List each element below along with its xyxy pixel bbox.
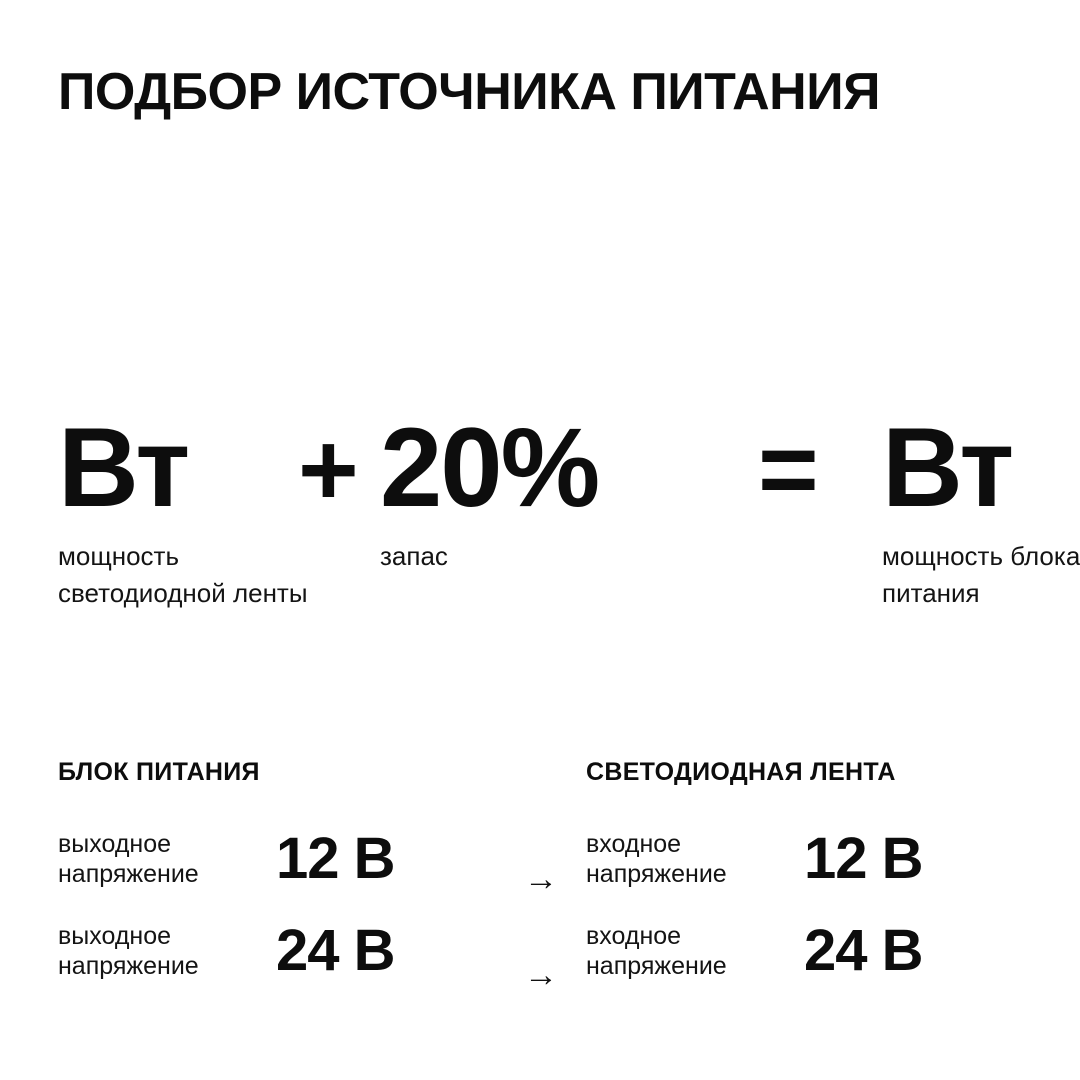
led-strip-heading: СВЕТОДИОДНАЯ ЛЕНТА — [586, 758, 896, 786]
power-supply-column — [58, 758, 528, 997]
formula-term-reserve: 20% — [380, 405, 599, 530]
power-supply-label-2: выходное напряжение — [58, 921, 199, 980]
formula-term-psu-power: Вт — [882, 405, 1013, 530]
formula-caption-psu-power: мощность блока питания — [882, 541, 1080, 608]
led-strip-label-1: входное напряжение — [586, 829, 727, 888]
table-row — [586, 905, 1056, 997]
formula-operator-equals: = — [758, 412, 819, 528]
led-strip-value-2: 24 В — [804, 918, 923, 983]
power-supply-heading: БЛОК ПИТАНИЯ — [58, 758, 260, 786]
formula-caption-reserve: запас — [380, 541, 448, 571]
formula-caption-led-power: мощность светодиодной ленты — [58, 541, 308, 608]
led-strip-column — [586, 758, 1056, 997]
power-supply-label-1: выходное напряжение — [58, 829, 199, 888]
page-title: ПОДБОР ИСТОЧНИКА ПИТАНИЯ — [58, 63, 880, 121]
arrow-right-icon: → — [524, 956, 558, 994]
table-row — [58, 905, 528, 997]
formula-term-led-power: Вт — [58, 405, 189, 530]
led-strip-label-2: входное напряжение — [586, 921, 727, 980]
formula-operator-plus: + — [298, 412, 359, 528]
led-strip-value-1: 12 В — [804, 826, 923, 891]
arrow-right-icon: → — [524, 860, 558, 898]
power-formula — [58, 405, 1080, 662]
power-supply-value-1: 12 В — [276, 826, 395, 891]
table-row — [58, 813, 528, 905]
table-row — [586, 813, 1056, 905]
power-supply-value-2: 24 В — [276, 918, 395, 983]
